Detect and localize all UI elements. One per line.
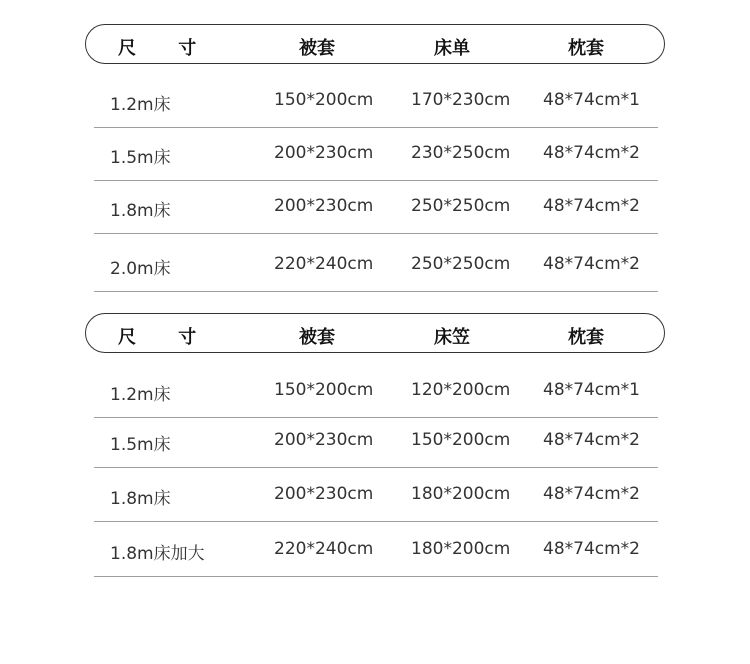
cell-fitted-sheet: 150*200cm [411,430,511,450]
table-header [85,24,665,64]
cell-size: 1.2m床 [110,385,171,405]
cell-size: 1.8m床 [110,489,171,509]
header-size: 尺 寸 [118,38,215,59]
cell-size: 1.8m床加大 [110,544,205,564]
cell-pillowcase: 48*74cm*2 [543,254,640,274]
cell-bed-sheet: 250*250cm [411,196,511,216]
cell-fitted-sheet: 120*200cm [411,380,511,400]
header-size: 尺 寸 [118,327,215,348]
cell-duvet-cover: 220*240cm [274,539,374,559]
cell-duvet-cover: 150*200cm [274,380,374,400]
cell-pillowcase: 48*74cm*2 [543,539,640,559]
cell-duvet-cover: 220*240cm [274,254,374,274]
row-divider [94,467,658,468]
cell-duvet-cover: 200*230cm [274,143,374,163]
cell-size: 1.2m床 [110,95,171,115]
cell-bed-sheet: 170*230cm [411,90,511,110]
cell-duvet-cover: 200*230cm [274,196,374,216]
row-divider [94,180,658,181]
cell-pillowcase: 48*74cm*2 [543,430,640,450]
table-header [85,313,665,353]
header-pillowcase: 枕套 [568,38,604,59]
cell-pillowcase: 48*74cm*2 [543,196,640,216]
row-divider [94,521,658,522]
cell-bed-sheet: 250*250cm [411,254,511,274]
cell-size: 2.0m床 [110,259,171,279]
row-divider [94,233,658,234]
row-divider [94,417,658,418]
cell-duvet-cover: 200*230cm [274,430,374,450]
header-duvet-cover: 被套 [299,38,335,59]
cell-duvet-cover: 200*230cm [274,484,374,504]
row-divider [94,291,658,292]
row-divider [94,576,658,577]
header-bed-sheet: 床单 [434,38,470,59]
cell-bed-sheet: 230*250cm [411,143,511,163]
cell-size: 1.8m床 [110,201,171,221]
cell-pillowcase: 48*74cm*1 [543,90,640,110]
cell-fitted-sheet: 180*200cm [411,539,511,559]
cell-duvet-cover: 150*200cm [274,90,374,110]
row-divider [94,127,658,128]
header-duvet-cover: 被套 [299,327,335,348]
cell-pillowcase: 48*74cm*2 [543,484,640,504]
cell-size: 1.5m床 [110,435,171,455]
cell-size: 1.5m床 [110,148,171,168]
header-fitted-sheet: 床笠 [434,327,470,348]
cell-pillowcase: 48*74cm*2 [543,143,640,163]
cell-fitted-sheet: 180*200cm [411,484,511,504]
cell-pillowcase: 48*74cm*1 [543,380,640,400]
header-pillowcase: 枕套 [568,327,604,348]
